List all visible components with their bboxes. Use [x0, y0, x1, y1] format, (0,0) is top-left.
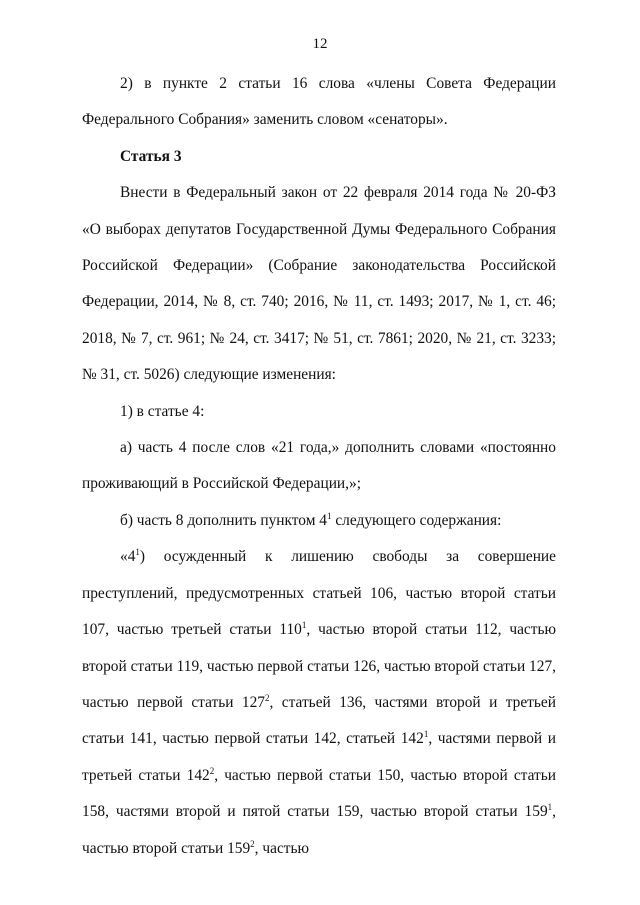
paragraph-article-intro: Внести в Федеральный закон от 22 февраля 2014 года № 20-ФЗ «О выборах депутатов Государственной Думы Федерального Собрания Российской Федерации» (Собрание законодательства Российской Федерации, 2014, № 8, ст. 740; 2016, № 11, ст. 1493; 2017, № 1, ст. 46; 2018, № 7, ст. 961; № 24, ст. 3417; № 51, ст. 7861; 2020, № 21, ст. 3233; № 31, ст. 5026) следующие изменения:: [82, 184, 556, 384]
superscript: 2: [265, 692, 270, 703]
text-run: ) осужденный к лишению свободы за совершение преступлений, предусмотренных статьей 106, частью второй статьи 107, частью третьей статьи 110: [82, 548, 556, 639]
superscript: 1: [327, 510, 332, 521]
text-run: следующего содержания:: [331, 511, 502, 529]
superscript: 2: [250, 838, 255, 849]
paragraph-item-1: 1) в статье 4:: [120, 402, 205, 420]
document-body: [82, 66, 556, 867]
text-run: , частью второй статьи 159: [82, 803, 556, 857]
paragraph-item-b: [82, 503, 556, 539]
text-run: «4: [120, 548, 136, 566]
text-run: , частями первой и третьей статьи 142: [82, 730, 556, 784]
text-run: , частью второй статьи 112, частью второй статьи 119, частью первой статьи 126, частью второй статьи 127, частью первой статьи 127: [82, 621, 556, 711]
paragraph-item-4-1: [82, 539, 556, 867]
paragraph-item-a: а) часть 4 после слов «21 года,» дополнить словами «постоянно проживающий в Российской Федерации,»;: [82, 439, 556, 493]
text-run: , частью: [254, 839, 310, 857]
superscript: 2: [209, 765, 215, 776]
page-number: 12: [312, 36, 328, 52]
superscript: 1: [135, 547, 140, 558]
paragraph-amendment-2: 2) в пункте 2 статьи 16 слова «члены Совета Федерации Федерального Собрания» заменить словом «сенаторы».: [82, 75, 556, 129]
superscript: 1: [301, 620, 307, 631]
text-run: , статьей 136, частями второй и третьей статьи 141, частью первой статьи 142, статьей 142: [82, 693, 556, 748]
superscript: 1: [547, 802, 553, 813]
text-run: б) часть 8 дополнить пунктом 4: [120, 511, 327, 529]
text-run: , частью первой статьи 150, частью второй статьи 158, частями второй и пятой статьи 159, частью второй статьи 159: [82, 766, 556, 821]
article-heading: Статья 3: [120, 147, 182, 165]
superscript: 1: [423, 729, 429, 740]
